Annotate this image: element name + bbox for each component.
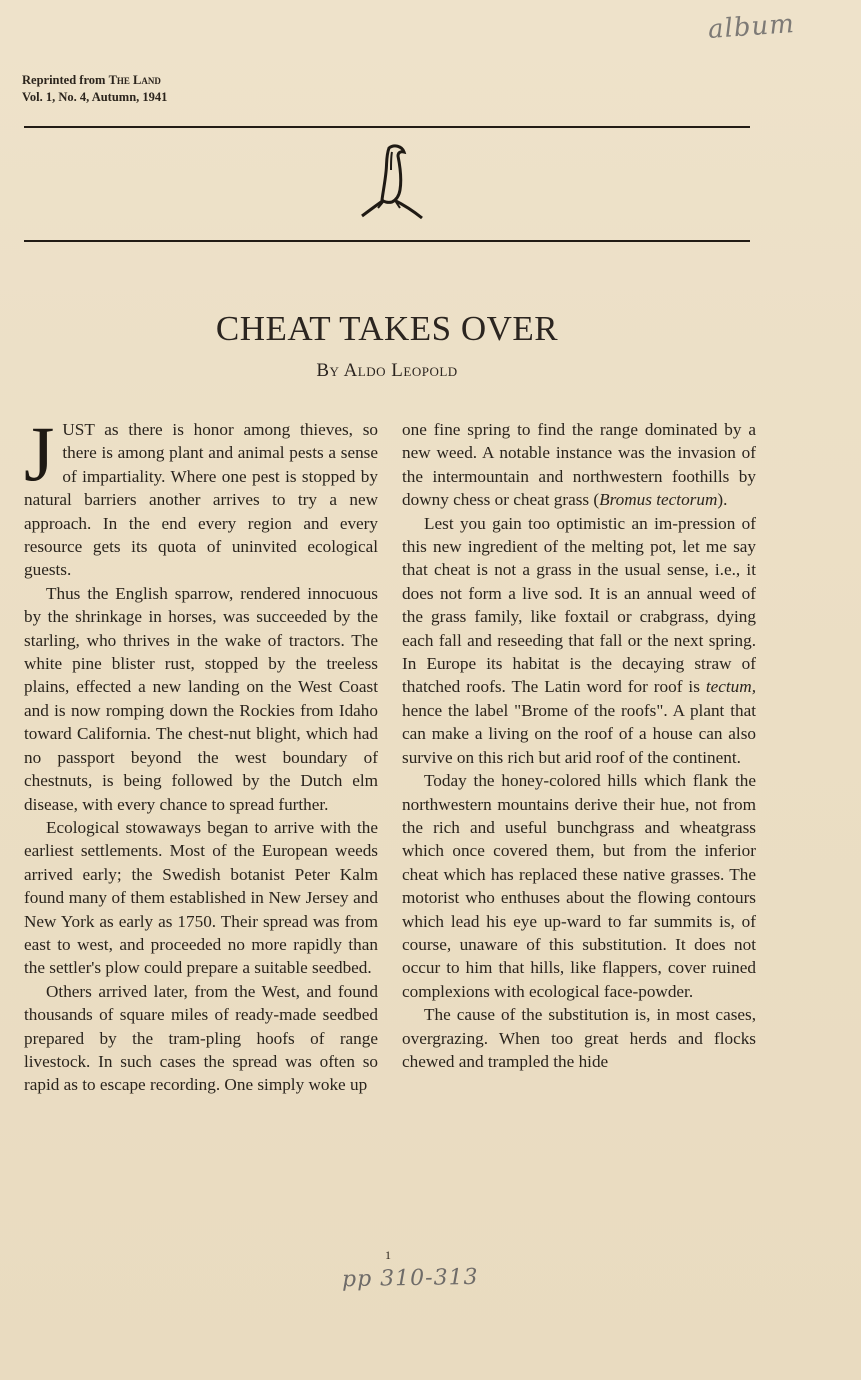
paragraph-5 bbox=[402, 418, 756, 512]
reprint-source-line bbox=[22, 72, 167, 89]
bottom-rule bbox=[24, 240, 750, 242]
latin-name: Bromus tectorum bbox=[599, 490, 718, 510]
paragraph-1 bbox=[24, 410, 378, 582]
handwritten-note-top: album bbox=[707, 9, 796, 45]
bird-emblem-icon bbox=[356, 140, 426, 220]
paragraph-6 bbox=[402, 512, 756, 769]
article-title: CHEAT TAKES OVER bbox=[215, 309, 559, 348]
article-byline: By Aldo Leopold bbox=[316, 360, 458, 381]
latin-word: tectum, bbox=[705, 677, 756, 697]
reprint-notice bbox=[22, 72, 167, 106]
paragraph-1-text: UST as there is honor among thieves, so there is among plant and animal pests a sense of impartiality. Where one pest is stopped by natural barriers another arrives to try a new approach. In the end every region and every resource gets its quota of uninvited ecological guests. bbox=[24, 420, 378, 580]
paragraph-3: Ecological stowaways began to arrive with the earliest settlements. Most of the European weeds arrived early; the Swedish botanist Peter Kalm found many of them established in New Jersey and New York as early as 1750. Their spread was from east to west, and proceeded no more rapidly than the settler's plow could prepare a suitable seedbed. bbox=[24, 817, 378, 978]
handwritten-note-bottom: pp 310-313 bbox=[341, 1264, 479, 1293]
paragraph-6-end: hence the label "Brome of the roofs". A plant that can make a living on the roof of a house can also survive on this rich but arid roof of the continent. bbox=[402, 700, 756, 767]
right-column bbox=[402, 418, 756, 1073]
paragraph-4: Others arrived later, from the West, and found thousands of square miles of ready-made seedbed prepared by the tram-pling hoofs of range livestock. In such cases the spread was often so rapid as to escape recording. One simply woke up bbox=[24, 981, 378, 1095]
paragraph-7: Today the honey-colored hills which flank the northwestern mountains derive their hue, not from the rich and useful bunchgrass and wheatgrass which once covered them, but from the inferior cheat which has replaced these native grasses. The motorist who enthuses about the flowing contours which lead his eye up-ward to far summits is, of course, unaware of this substitution. It does not occur to him that hills, like flappers, cover ruined complexions with ecological face-powder. bbox=[402, 771, 756, 1001]
reprint-source: The Land bbox=[108, 73, 161, 87]
paragraph-5-text: one fine spring to find the range dominated by a new weed. A notable instance was the invasion of the intermountain and northwestern foothills by downy chess or cheat grass ( bbox=[402, 420, 756, 510]
reprint-volume-line: Vol. 1, No. 4, Autumn, 1941 bbox=[22, 90, 168, 104]
left-column bbox=[24, 410, 378, 1097]
paragraph-5-end: ). bbox=[717, 490, 728, 510]
paragraph-6-text: Lest you gain too optimistic an im-pression of this new ingredient of the melting pot, let me say that cheat is not a grass in the usual sense, i.e., it does not form a live sod. It is an annual weed of the grass family, like foxtail or crabgrass, dying each fall and reseeding that fall or the next spring. In Europe its habitat is the decaying straw of thatched roofs. The Latin word for roof is bbox=[402, 513, 756, 697]
reprint-prefix: Reprinted from bbox=[22, 73, 106, 87]
paragraph-8: The cause of the substitution is, in most cases, overgrazing. When too great herds and flocks chewed and trampled the hide bbox=[402, 1005, 756, 1071]
page-number: 1 bbox=[385, 1248, 391, 1262]
paragraph-2: Thus the English sparrow, rendered innocuous by the shrinkage in horses, was succeeded by the starling, who thrives in the wake of tractors. The white pine blister rust, stopped by the treeless plains, effected a new landing on the West Coast and is now romping down the Rockies from Idaho toward California. The chest-nut blight, which had no passport beyond the west boundary of chestnuts, is being followed by the Dutch elm disease, with every chance to spread further. bbox=[24, 583, 378, 814]
drop-cap: J bbox=[24, 410, 55, 497]
top-rule bbox=[24, 126, 750, 128]
